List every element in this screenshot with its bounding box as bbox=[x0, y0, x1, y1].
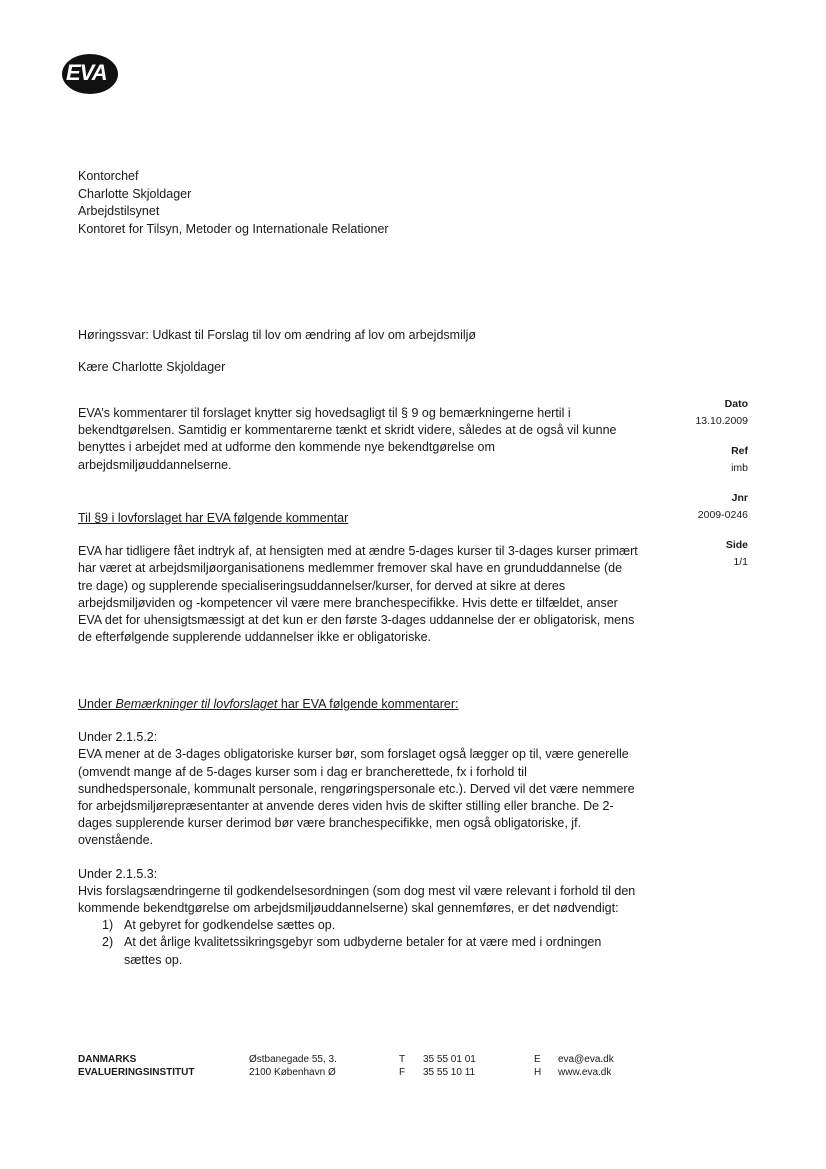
subsection-title-2153: Under 2.1.5.3: bbox=[78, 866, 158, 881]
recipient-department: Kontoret for Tilsyn, Metoder og Internationale Relationer bbox=[78, 221, 389, 236]
recipient-organization: Arbejdstilsynet bbox=[78, 204, 160, 218]
section-remarks bbox=[78, 696, 638, 969]
date-label: Dato bbox=[724, 398, 748, 410]
subsection-text-2152: EVA mener at de 3-dages obligatoriske kurser bør, som forslaget også lægger op til, være generelle (omvendt mange af de 5-dages kurser som i dag er brancherettede, fx i forhold til sundhedspersonale, kommunalt personale, rengøringspersonale etc.). Derved vil det være nemmere for arbejdsmiljørepræsentanter at anvende deres viden hvis de skifter stilling eller branche. De 2-dages supplerende kurser derimod bør være branchespecifikke, men også obligatoriske, jf. ovenstående. bbox=[78, 747, 635, 848]
section-heading-remarks: Under Bemærkninger til lovforslaget har EVA følgende kommentarer: bbox=[78, 697, 459, 711]
footer-organization: DANMARKS EVALUERINGSINSTITUT bbox=[78, 1054, 195, 1078]
recipient-title: Kontorchef bbox=[78, 169, 139, 183]
intro-paragraph bbox=[78, 405, 638, 474]
subsection-title-2152: Under 2.1.5.2: bbox=[78, 730, 158, 745]
recipient-name: Charlotte Skjoldager bbox=[78, 186, 192, 201]
ref-value: imb bbox=[731, 462, 748, 474]
letter-subject: Høringssvar: Udkast til Forslag til lov om ændring af lov om arbejdsmiljø bbox=[78, 328, 477, 342]
section-text-9: EVA har tidligere fået indtryk af, at hensigten med at ændre 5-dages kurser til 3-dages kurser primært har været at arbejdsmiljøorganisationens medlemmer fremover skal have en grunduddannelse (de tre dage) og supplerende specialiseringsuddannelser/kurser, for derved at sikre at deres arbejdsmiljøviden og -kompetencer vil være mere branchespecifikke. Hvis dette er tilfældet, anser EVA det for uhensigtsmæssigt at det kun er den første 3-dages uddannelse der er obligatorisk, mens de efterfølgende supplerende uddannelser ikke er obligatoriske. bbox=[78, 544, 638, 645]
intro-text: EVA’s kommentarer til forslaget knytter sig hovedsagligt til § 9 og bemærkningerne hertil i bekendtgørelsen. Samtidig er kommentarerne tænkt et skridt videre, således at de også vil kunne benyttes i arbejdet med at udforme den kommende nye bekendtgørelse om arbejdsmiljøuddannelserne. bbox=[78, 406, 617, 472]
page-value: 1/1 bbox=[733, 556, 748, 568]
journal-number-value: 2009-0246 bbox=[697, 509, 748, 521]
list-item: 2) At det årlige kvalitetssikringsgebyr som udbyderne betaler for at være med i ordningen sættes op. bbox=[102, 935, 602, 967]
eva-logo-text: EVA bbox=[66, 60, 107, 85]
section-heading-9: Til §9 i lovforslaget har EVA følgende kommentar bbox=[78, 511, 349, 525]
page-label: Side bbox=[725, 539, 748, 551]
eva-logo bbox=[60, 52, 120, 96]
subsection-text-2153: Hvis forslagsændringerne til godkendelsesordningen (som dog mest vil være relevant i forhold til den kommende bekendtgørelse om arbejdsmiljøuddannelserne) skal gennemføres, er det nødvendigt: bbox=[78, 883, 636, 916]
recipient-address bbox=[78, 168, 389, 238]
footer-phone-fax: T 35 55 01 01 F 35 55 10 11 bbox=[399, 1054, 476, 1078]
footer-phone: 35 55 01 01 bbox=[423, 1054, 476, 1065]
footer-website: www.eva.dk bbox=[558, 1067, 612, 1078]
requirements-list bbox=[78, 917, 638, 969]
list-item: 1) At gebyret for godkendelse sættes op. bbox=[102, 918, 336, 933]
date-value: 13.10.2009 bbox=[695, 415, 748, 427]
section-paragraph-9 bbox=[78, 510, 638, 646]
footer-address: Østbanegade 55, 3. 2100 København Ø bbox=[249, 1054, 337, 1078]
footer-email: eva@eva.dk bbox=[558, 1054, 614, 1065]
footer-fax: 35 55 10 11 bbox=[423, 1067, 476, 1078]
ref-label: Ref bbox=[731, 445, 748, 457]
letter-metadata bbox=[668, 398, 748, 586]
letter-salutation: Kære Charlotte Skjoldager bbox=[78, 360, 226, 374]
journal-number-label: Jnr bbox=[731, 492, 748, 504]
footer-contact: E eva@eva.dk H www.eva.dk bbox=[534, 1054, 614, 1078]
